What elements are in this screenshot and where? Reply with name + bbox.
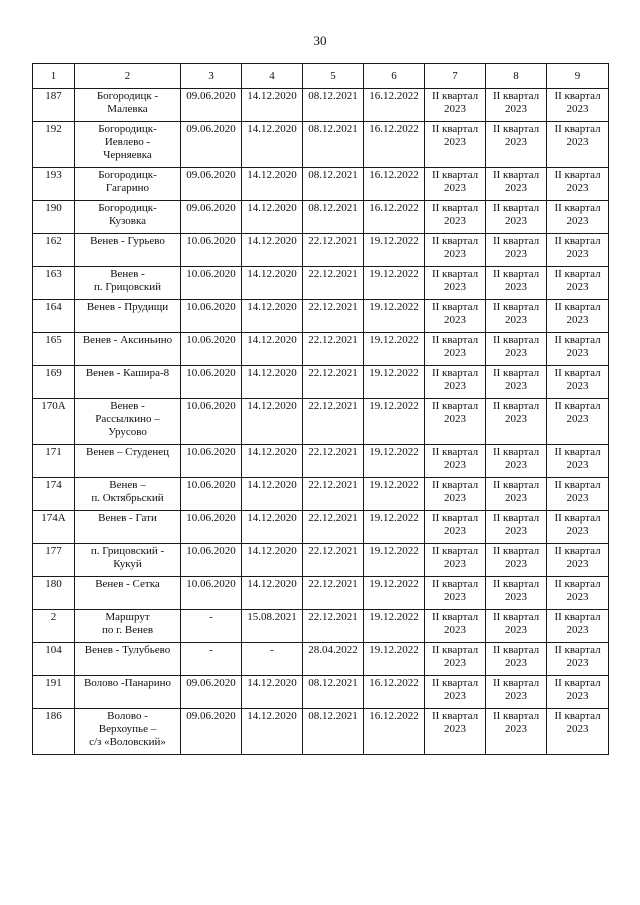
column-header: 1: [33, 64, 75, 89]
date-cell-col3: 10.06.2020: [181, 300, 242, 333]
date-cell-col4: 14.12.2020: [242, 201, 303, 234]
quarter-cell-col9: II квартал 2023: [547, 234, 609, 267]
route-name-cell: Венев - Кашира-8: [75, 366, 181, 399]
date-cell-col3: 09.06.2020: [181, 122, 242, 168]
quarter-cell-col7: II квартал 2023: [425, 577, 486, 610]
date-cell-col4: 14.12.2020: [242, 399, 303, 445]
route-name-cell: Венев - Рассылкино – Урусово: [75, 399, 181, 445]
table-row: [33, 89, 609, 122]
quarter-cell-col7: II квартал 2023: [425, 201, 486, 234]
column-header: 3: [181, 64, 242, 89]
date-cell-col6: 19.12.2022: [364, 333, 425, 366]
quarter-cell-col9: II квартал 2023: [547, 300, 609, 333]
quarter-cell-col8: II квартал 2023: [486, 89, 547, 122]
date-cell-col6: 16.12.2022: [364, 676, 425, 709]
quarter-cell-col7: II квартал 2023: [425, 676, 486, 709]
quarter-cell-col8: II квартал 2023: [486, 676, 547, 709]
date-cell-col4: 14.12.2020: [242, 122, 303, 168]
date-cell-col3: 10.06.2020: [181, 577, 242, 610]
route-number-cell: 2: [33, 610, 75, 643]
date-cell-col6: 19.12.2022: [364, 234, 425, 267]
quarter-cell-col9: II квартал 2023: [547, 201, 609, 234]
date-cell-col3: 10.06.2020: [181, 399, 242, 445]
route-number-cell: 191: [33, 676, 75, 709]
date-cell-col3: 09.06.2020: [181, 89, 242, 122]
quarter-cell-col9: II квартал 2023: [547, 610, 609, 643]
date-cell-col4: 14.12.2020: [242, 333, 303, 366]
route-name-cell: Венев - Сетка: [75, 577, 181, 610]
column-header: 8: [486, 64, 547, 89]
quarter-cell-col7: II квартал 2023: [425, 643, 486, 676]
table-row: [33, 577, 609, 610]
table-row: [33, 234, 609, 267]
route-name-cell: Венев - п. Грицовский: [75, 267, 181, 300]
route-name-cell: Венев - Тулубьево: [75, 643, 181, 676]
column-header: 5: [303, 64, 364, 89]
route-number-cell: 164: [33, 300, 75, 333]
quarter-cell-col9: II квартал 2023: [547, 544, 609, 577]
date-cell-col6: 19.12.2022: [364, 267, 425, 300]
quarter-cell-col9: II квартал 2023: [547, 366, 609, 399]
quarter-cell-col8: II квартал 2023: [486, 610, 547, 643]
route-number-cell: 174А: [33, 511, 75, 544]
quarter-cell-col9: II квартал 2023: [547, 676, 609, 709]
column-header: 4: [242, 64, 303, 89]
date-cell-col4: 15.08.2021: [242, 610, 303, 643]
date-cell-col3: 10.06.2020: [181, 234, 242, 267]
date-cell-col4: 14.12.2020: [242, 168, 303, 201]
date-cell-col5: 08.12.2021: [303, 89, 364, 122]
date-cell-col6: 16.12.2022: [364, 122, 425, 168]
quarter-cell-col7: II квартал 2023: [425, 300, 486, 333]
quarter-cell-col7: II квартал 2023: [425, 234, 486, 267]
route-number-cell: 165: [33, 333, 75, 366]
quarter-cell-col7: II квартал 2023: [425, 511, 486, 544]
table-row: [33, 300, 609, 333]
date-cell-col3: 09.06.2020: [181, 168, 242, 201]
quarter-cell-col8: II квартал 2023: [486, 544, 547, 577]
date-cell-col4: 14.12.2020: [242, 676, 303, 709]
date-cell-col5: 08.12.2021: [303, 122, 364, 168]
quarter-cell-col8: II квартал 2023: [486, 709, 547, 755]
table-body: [33, 89, 609, 755]
route-number-cell: 170А: [33, 399, 75, 445]
quarter-cell-col7: II квартал 2023: [425, 399, 486, 445]
quarter-cell-col8: II квартал 2023: [486, 122, 547, 168]
date-cell-col6: 16.12.2022: [364, 168, 425, 201]
date-cell-col4: 14.12.2020: [242, 709, 303, 755]
route-name-cell: Волово -Панарино: [75, 676, 181, 709]
quarter-cell-col9: II квартал 2023: [547, 267, 609, 300]
table-header-row: [33, 64, 609, 89]
table-row: [33, 445, 609, 478]
quarter-cell-col7: II квартал 2023: [425, 478, 486, 511]
quarter-cell-col7: II квартал 2023: [425, 709, 486, 755]
route-name-cell: Маршрут по г. Венев: [75, 610, 181, 643]
date-cell-col5: 08.12.2021: [303, 676, 364, 709]
quarter-cell-col9: II квартал 2023: [547, 89, 609, 122]
table-row: [33, 643, 609, 676]
date-cell-col6: 19.12.2022: [364, 478, 425, 511]
column-header: 7: [425, 64, 486, 89]
date-cell-col5: 22.12.2021: [303, 445, 364, 478]
route-name-cell: Волово - Верхоупье – с/з «Воловский»: [75, 709, 181, 755]
date-cell-col4: 14.12.2020: [242, 544, 303, 577]
route-name-cell: Венев - Аксиньино: [75, 333, 181, 366]
quarter-cell-col9: II квартал 2023: [547, 333, 609, 366]
route-number-cell: 187: [33, 89, 75, 122]
table-row: [33, 709, 609, 755]
routes-table: [32, 63, 609, 755]
date-cell-col5: 08.12.2021: [303, 168, 364, 201]
route-name-cell: п. Грицовский - Кукуй: [75, 544, 181, 577]
date-cell-col5: 22.12.2021: [303, 333, 364, 366]
quarter-cell-col8: II квартал 2023: [486, 300, 547, 333]
quarter-cell-col7: II квартал 2023: [425, 168, 486, 201]
table-row: [33, 201, 609, 234]
route-name-cell: Венев – п. Октябрьский: [75, 478, 181, 511]
date-cell-col5: 22.12.2021: [303, 511, 364, 544]
quarter-cell-col9: II квартал 2023: [547, 478, 609, 511]
quarter-cell-col8: II квартал 2023: [486, 267, 547, 300]
date-cell-col4: 14.12.2020: [242, 89, 303, 122]
date-cell-col4: -: [242, 643, 303, 676]
date-cell-col3: 09.06.2020: [181, 201, 242, 234]
date-cell-col6: 16.12.2022: [364, 709, 425, 755]
table-row: [33, 544, 609, 577]
route-number-cell: 186: [33, 709, 75, 755]
date-cell-col6: 19.12.2022: [364, 445, 425, 478]
route-name-cell: Богородицк- Гагарино: [75, 168, 181, 201]
route-number-cell: 193: [33, 168, 75, 201]
route-name-cell: Богородицк- Иевлево - Черняевка: [75, 122, 181, 168]
route-number-cell: 169: [33, 366, 75, 399]
table-row: [33, 366, 609, 399]
quarter-cell-col9: II квартал 2023: [547, 709, 609, 755]
date-cell-col6: 19.12.2022: [364, 544, 425, 577]
quarter-cell-col8: II квартал 2023: [486, 399, 547, 445]
route-number-cell: 180: [33, 577, 75, 610]
quarter-cell-col8: II квартал 2023: [486, 168, 547, 201]
table-row: [33, 168, 609, 201]
column-header: 9: [547, 64, 609, 89]
date-cell-col4: 14.12.2020: [242, 366, 303, 399]
table-row: [33, 610, 609, 643]
date-cell-col5: 08.12.2021: [303, 709, 364, 755]
quarter-cell-col7: II квартал 2023: [425, 267, 486, 300]
quarter-cell-col7: II квартал 2023: [425, 89, 486, 122]
date-cell-col3: -: [181, 643, 242, 676]
table-row: [33, 399, 609, 445]
quarter-cell-col9: II квартал 2023: [547, 445, 609, 478]
route-number-cell: 162: [33, 234, 75, 267]
date-cell-col5: 22.12.2021: [303, 577, 364, 610]
date-cell-col4: 14.12.2020: [242, 445, 303, 478]
date-cell-col6: 19.12.2022: [364, 511, 425, 544]
quarter-cell-col8: II квартал 2023: [486, 511, 547, 544]
date-cell-col3: -: [181, 610, 242, 643]
date-cell-col3: 10.06.2020: [181, 267, 242, 300]
quarter-cell-col7: II квартал 2023: [425, 333, 486, 366]
table-row: [33, 478, 609, 511]
route-number-cell: 192: [33, 122, 75, 168]
quarter-cell-col9: II квартал 2023: [547, 511, 609, 544]
quarter-cell-col9: II квартал 2023: [547, 643, 609, 676]
quarter-cell-col8: II квартал 2023: [486, 478, 547, 511]
date-cell-col6: 16.12.2022: [364, 89, 425, 122]
date-cell-col4: 14.12.2020: [242, 300, 303, 333]
date-cell-col6: 16.12.2022: [364, 201, 425, 234]
quarter-cell-col7: II квартал 2023: [425, 544, 486, 577]
date-cell-col4: 14.12.2020: [242, 267, 303, 300]
date-cell-col6: 19.12.2022: [364, 366, 425, 399]
quarter-cell-col9: II квартал 2023: [547, 577, 609, 610]
date-cell-col5: 08.12.2021: [303, 201, 364, 234]
column-header: 2: [75, 64, 181, 89]
table-row: [33, 676, 609, 709]
date-cell-col3: 09.06.2020: [181, 676, 242, 709]
table-row: [33, 122, 609, 168]
quarter-cell-col7: II квартал 2023: [425, 610, 486, 643]
date-cell-col5: 22.12.2021: [303, 234, 364, 267]
quarter-cell-col9: II квартал 2023: [547, 399, 609, 445]
table-row: [33, 267, 609, 300]
route-number-cell: 171: [33, 445, 75, 478]
quarter-cell-col7: II квартал 2023: [425, 122, 486, 168]
date-cell-col3: 10.06.2020: [181, 445, 242, 478]
date-cell-col6: 19.12.2022: [364, 643, 425, 676]
quarter-cell-col8: II квартал 2023: [486, 577, 547, 610]
quarter-cell-col8: II квартал 2023: [486, 643, 547, 676]
route-number-cell: 104: [33, 643, 75, 676]
column-header: 6: [364, 64, 425, 89]
route-number-cell: 190: [33, 201, 75, 234]
date-cell-col5: 22.12.2021: [303, 544, 364, 577]
date-cell-col5: 28.04.2022: [303, 643, 364, 676]
route-number-cell: 163: [33, 267, 75, 300]
route-name-cell: Венев - Прудищи: [75, 300, 181, 333]
route-number-cell: 177: [33, 544, 75, 577]
date-cell-col6: 19.12.2022: [364, 577, 425, 610]
quarter-cell-col8: II квартал 2023: [486, 445, 547, 478]
route-name-cell: Богородицк - Малевка: [75, 89, 181, 122]
route-name-cell: Венев - Гурьево: [75, 234, 181, 267]
quarter-cell-col9: II квартал 2023: [547, 168, 609, 201]
date-cell-col5: 22.12.2021: [303, 366, 364, 399]
quarter-cell-col7: II квартал 2023: [425, 366, 486, 399]
route-name-cell: Венев – Студенец: [75, 445, 181, 478]
date-cell-col3: 10.06.2020: [181, 333, 242, 366]
table-row: [33, 511, 609, 544]
quarter-cell-col9: II квартал 2023: [547, 122, 609, 168]
quarter-cell-col8: II квартал 2023: [486, 333, 547, 366]
date-cell-col3: 10.06.2020: [181, 511, 242, 544]
date-cell-col3: 10.06.2020: [181, 544, 242, 577]
date-cell-col3: 10.06.2020: [181, 478, 242, 511]
route-name-cell: Венев - Гати: [75, 511, 181, 544]
date-cell-col5: 22.12.2021: [303, 478, 364, 511]
route-name-cell: Богородицк- Кузовка: [75, 201, 181, 234]
table-row: [33, 333, 609, 366]
route-number-cell: 174: [33, 478, 75, 511]
date-cell-col6: 19.12.2022: [364, 610, 425, 643]
date-cell-col3: 09.06.2020: [181, 709, 242, 755]
quarter-cell-col8: II квартал 2023: [486, 234, 547, 267]
date-cell-col5: 22.12.2021: [303, 267, 364, 300]
date-cell-col6: 19.12.2022: [364, 300, 425, 333]
date-cell-col3: 10.06.2020: [181, 366, 242, 399]
quarter-cell-col8: II квартал 2023: [486, 201, 547, 234]
date-cell-col5: 22.12.2021: [303, 300, 364, 333]
date-cell-col4: 14.12.2020: [242, 234, 303, 267]
date-cell-col5: 22.12.2021: [303, 610, 364, 643]
quarter-cell-col8: II квартал 2023: [486, 366, 547, 399]
quarter-cell-col7: II квартал 2023: [425, 445, 486, 478]
date-cell-col4: 14.12.2020: [242, 511, 303, 544]
page-number: 30: [313, 33, 327, 48]
date-cell-col6: 19.12.2022: [364, 399, 425, 445]
date-cell-col5: 22.12.2021: [303, 399, 364, 445]
date-cell-col4: 14.12.2020: [242, 478, 303, 511]
date-cell-col4: 14.12.2020: [242, 577, 303, 610]
